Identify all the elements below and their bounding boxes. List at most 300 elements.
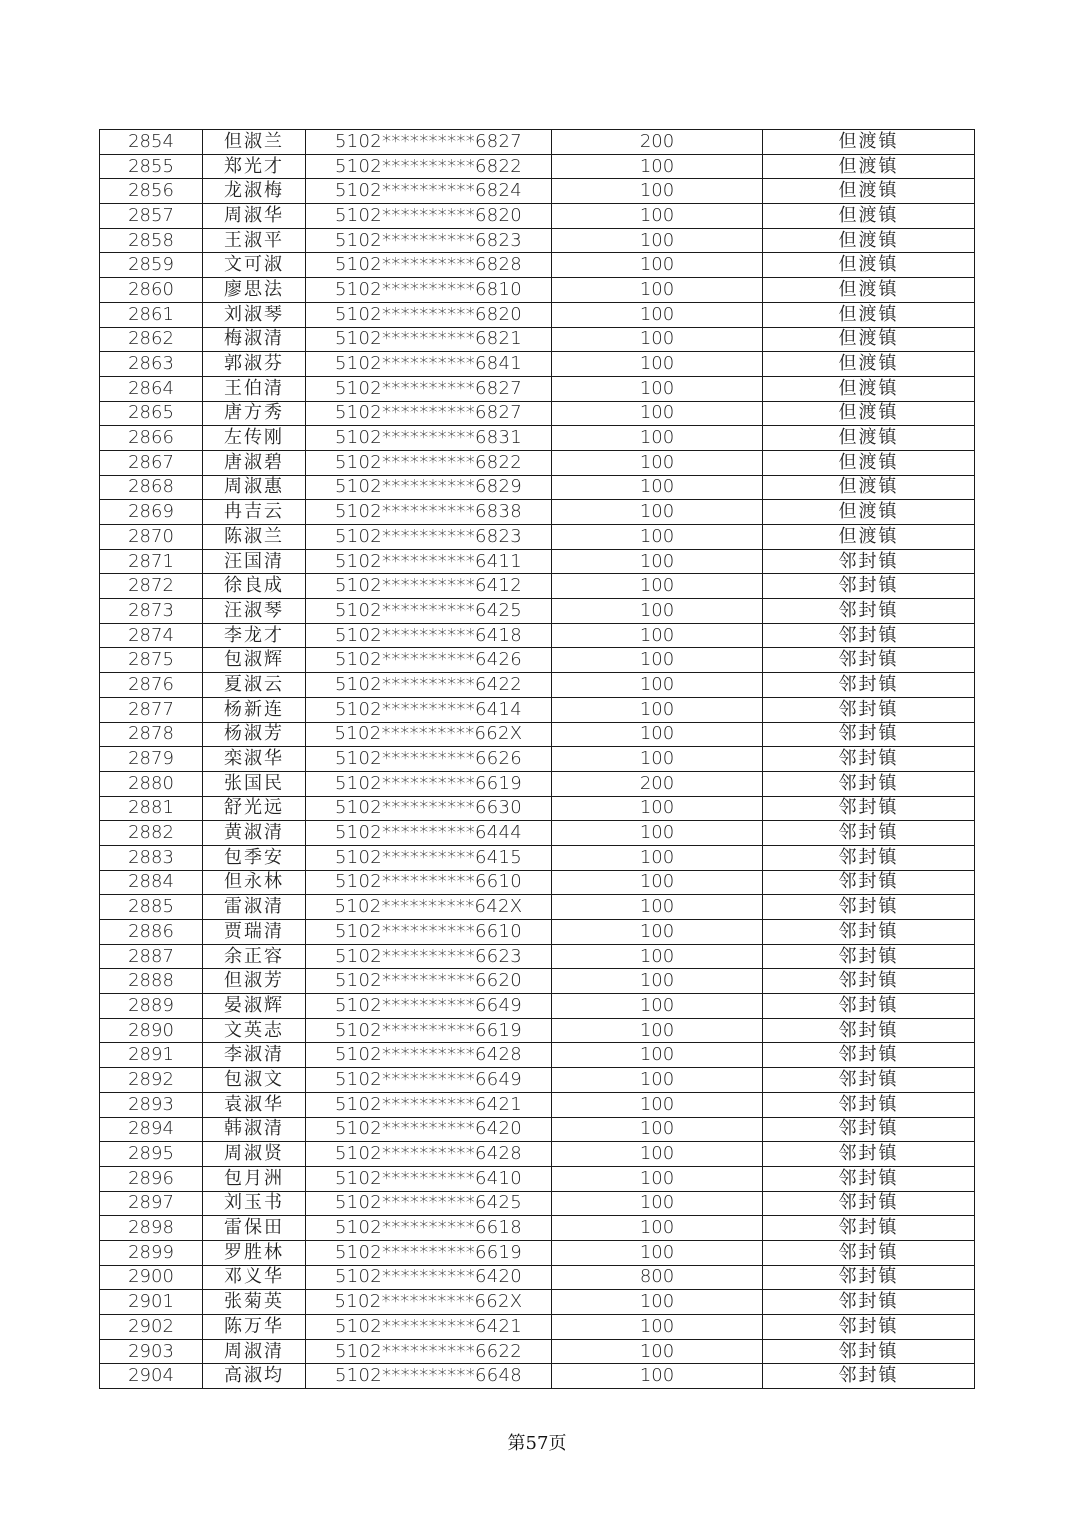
id-number-cell: 5102**********6444 <box>306 821 552 846</box>
id-number-cell: 5102**********6838 <box>306 500 552 525</box>
amount-cell: 100 <box>552 1092 763 1117</box>
person-name-cell: 文可淑 <box>203 253 306 278</box>
town-name-cell: 但渡镇 <box>763 525 975 550</box>
table-row <box>100 1339 975 1364</box>
town-name-cell: 但渡镇 <box>763 179 975 204</box>
row-number-cell: 2902 <box>100 1315 203 1340</box>
amount-cell: 800 <box>552 1265 763 1290</box>
person-name-cell: 邓义华 <box>203 1265 306 1290</box>
table-row <box>100 253 975 278</box>
town-name-cell: 邻封镇 <box>763 1142 975 1167</box>
id-number-cell: 5102**********6623 <box>306 944 552 969</box>
person-name-cell: 夏淑云 <box>203 673 306 698</box>
amount-cell: 100 <box>552 1339 763 1364</box>
person-name-cell: 汪国清 <box>203 549 306 574</box>
row-number-cell: 2869 <box>100 500 203 525</box>
town-name-cell: 邻封镇 <box>763 1117 975 1142</box>
row-number-cell: 2859 <box>100 253 203 278</box>
town-name-cell: 但渡镇 <box>763 500 975 525</box>
table-row <box>100 1265 975 1290</box>
id-number-cell: 5102**********6831 <box>306 426 552 451</box>
person-name-cell: 王伯清 <box>203 376 306 401</box>
amount-cell: 100 <box>552 278 763 303</box>
person-name-cell: 廖思法 <box>203 278 306 303</box>
id-number-cell: 5102**********6425 <box>306 1191 552 1216</box>
id-number-cell: 5102**********6649 <box>306 1068 552 1093</box>
person-name-cell: 唐方秀 <box>203 401 306 426</box>
town-name-cell: 邻封镇 <box>763 1216 975 1241</box>
id-number-cell: 5102**********6829 <box>306 475 552 500</box>
row-number-cell: 2863 <box>100 352 203 377</box>
person-name-cell: 龙淑梅 <box>203 179 306 204</box>
amount-cell: 100 <box>552 352 763 377</box>
row-number-cell: 2880 <box>100 771 203 796</box>
row-number-cell: 2872 <box>100 574 203 599</box>
table-row <box>100 870 975 895</box>
table-row <box>100 450 975 475</box>
person-name-cell: 雷淑清 <box>203 895 306 920</box>
table-row <box>100 920 975 945</box>
amount-cell: 100 <box>552 1216 763 1241</box>
town-name-cell: 但渡镇 <box>763 475 975 500</box>
row-number-cell: 2904 <box>100 1364 203 1389</box>
town-name-cell: 但渡镇 <box>763 450 975 475</box>
id-number-cell: 5102**********6412 <box>306 574 552 599</box>
id-number-cell: 5102**********6820 <box>306 204 552 229</box>
town-name-cell: 但渡镇 <box>763 154 975 179</box>
person-name-cell: 冉吉云 <box>203 500 306 525</box>
table-row <box>100 525 975 550</box>
person-name-cell: 罗胜林 <box>203 1240 306 1265</box>
id-number-cell: 5102**********6421 <box>306 1092 552 1117</box>
row-number-cell: 2888 <box>100 969 203 994</box>
row-number-cell: 2879 <box>100 747 203 772</box>
town-name-cell: 但渡镇 <box>763 376 975 401</box>
table-row <box>100 1166 975 1191</box>
amount-cell: 100 <box>552 549 763 574</box>
person-name-cell: 刘淑琴 <box>203 302 306 327</box>
town-name-cell: 邻封镇 <box>763 1043 975 1068</box>
table-row <box>100 1290 975 1315</box>
person-name-cell: 左传刚 <box>203 426 306 451</box>
row-number-cell: 2873 <box>100 599 203 624</box>
id-number-cell: 5102**********6620 <box>306 969 552 994</box>
amount-cell: 100 <box>552 154 763 179</box>
id-number-cell: 5102**********6841 <box>306 352 552 377</box>
town-name-cell: 邻封镇 <box>763 673 975 698</box>
table-row <box>100 549 975 574</box>
table-row <box>100 1364 975 1389</box>
person-name-cell: 韩淑清 <box>203 1117 306 1142</box>
id-number-cell: 5102**********6649 <box>306 994 552 1019</box>
id-number-cell: 5102**********6420 <box>306 1265 552 1290</box>
town-name-cell: 邻封镇 <box>763 994 975 1019</box>
table-row <box>100 376 975 401</box>
row-number-cell: 2861 <box>100 302 203 327</box>
town-name-cell: 邻封镇 <box>763 574 975 599</box>
amount-cell: 100 <box>552 1142 763 1167</box>
table-row <box>100 130 975 155</box>
person-name-cell: 贾瑞清 <box>203 920 306 945</box>
table-row <box>100 648 975 673</box>
amount-cell: 100 <box>552 870 763 895</box>
town-name-cell: 邻封镇 <box>763 1166 975 1191</box>
id-number-cell: 5102**********6420 <box>306 1117 552 1142</box>
id-number-cell: 5102**********662X <box>306 722 552 747</box>
amount-cell: 100 <box>552 1191 763 1216</box>
amount-cell: 100 <box>552 673 763 698</box>
amount-cell: 100 <box>552 525 763 550</box>
amount-cell: 100 <box>552 1290 763 1315</box>
person-name-cell: 周淑贤 <box>203 1142 306 1167</box>
amount-cell: 100 <box>552 994 763 1019</box>
row-number-cell: 2857 <box>100 204 203 229</box>
row-number-cell: 2889 <box>100 994 203 1019</box>
town-name-cell: 邻封镇 <box>763 1315 975 1340</box>
table-row <box>100 895 975 920</box>
id-number-cell: 5102**********6626 <box>306 747 552 772</box>
amount-cell: 100 <box>552 1043 763 1068</box>
id-number-cell: 5102**********6619 <box>306 1018 552 1043</box>
id-number-cell: 5102**********662X <box>306 1290 552 1315</box>
row-number-cell: 2883 <box>100 845 203 870</box>
town-name-cell: 邻封镇 <box>763 1364 975 1389</box>
table-row <box>100 179 975 204</box>
id-number-cell: 5102**********6820 <box>306 302 552 327</box>
person-name-cell: 周淑惠 <box>203 475 306 500</box>
row-number-cell: 2899 <box>100 1240 203 1265</box>
town-name-cell: 但渡镇 <box>763 352 975 377</box>
id-number-cell: 5102**********6622 <box>306 1339 552 1364</box>
person-name-cell: 包淑文 <box>203 1068 306 1093</box>
table-row <box>100 352 975 377</box>
table-row <box>100 697 975 722</box>
amount-cell: 100 <box>552 1166 763 1191</box>
amount-cell: 100 <box>552 845 763 870</box>
table-row <box>100 1117 975 1142</box>
town-name-cell: 邻封镇 <box>763 920 975 945</box>
id-number-cell: 5102**********6418 <box>306 623 552 648</box>
town-name-cell: 邻封镇 <box>763 796 975 821</box>
row-number-cell: 2858 <box>100 228 203 253</box>
row-number-cell: 2877 <box>100 697 203 722</box>
row-number-cell: 2898 <box>100 1216 203 1241</box>
row-number-cell: 2860 <box>100 278 203 303</box>
table-row <box>100 1216 975 1241</box>
id-number-cell: 5102**********6610 <box>306 870 552 895</box>
row-number-cell: 2870 <box>100 525 203 550</box>
person-name-cell: 郑光才 <box>203 154 306 179</box>
town-name-cell: 邻封镇 <box>763 1290 975 1315</box>
amount-cell: 100 <box>552 253 763 278</box>
person-name-cell: 但淑芳 <box>203 969 306 994</box>
person-name-cell: 唐淑碧 <box>203 450 306 475</box>
row-number-cell: 2862 <box>100 327 203 352</box>
town-name-cell: 邻封镇 <box>763 722 975 747</box>
amount-cell: 100 <box>552 623 763 648</box>
row-number-cell: 2864 <box>100 376 203 401</box>
row-number-cell: 2886 <box>100 920 203 945</box>
town-name-cell: 邻封镇 <box>763 870 975 895</box>
id-number-cell: 5102**********6648 <box>306 1364 552 1389</box>
row-number-cell: 2896 <box>100 1166 203 1191</box>
person-name-cell: 李淑清 <box>203 1043 306 1068</box>
row-number-cell: 2868 <box>100 475 203 500</box>
table-row <box>100 673 975 698</box>
town-name-cell: 邻封镇 <box>763 821 975 846</box>
id-number-cell: 5102**********6619 <box>306 771 552 796</box>
id-number-cell: 5102**********6426 <box>306 648 552 673</box>
row-number-cell: 2875 <box>100 648 203 673</box>
row-number-cell: 2866 <box>100 426 203 451</box>
table-row <box>100 994 975 1019</box>
person-name-cell: 舒光远 <box>203 796 306 821</box>
amount-cell: 100 <box>552 722 763 747</box>
amount-cell: 100 <box>552 697 763 722</box>
id-number-cell: 5102**********6425 <box>306 599 552 624</box>
amount-cell: 100 <box>552 450 763 475</box>
person-name-cell: 李龙才 <box>203 623 306 648</box>
town-name-cell: 邻封镇 <box>763 623 975 648</box>
person-name-cell: 刘玉书 <box>203 1191 306 1216</box>
person-name-cell: 杨新连 <box>203 697 306 722</box>
table-row <box>100 845 975 870</box>
row-number-cell: 2871 <box>100 549 203 574</box>
id-number-cell: 5102**********6828 <box>306 253 552 278</box>
id-number-cell: 5102**********6823 <box>306 525 552 550</box>
table-row <box>100 969 975 994</box>
table-row <box>100 574 975 599</box>
town-name-cell: 邻封镇 <box>763 1265 975 1290</box>
town-name-cell: 但渡镇 <box>763 401 975 426</box>
amount-cell: 100 <box>552 574 763 599</box>
table-row <box>100 475 975 500</box>
row-number-cell: 2901 <box>100 1290 203 1315</box>
town-name-cell: 邻封镇 <box>763 969 975 994</box>
amount-cell: 200 <box>552 771 763 796</box>
amount-cell: 100 <box>552 302 763 327</box>
id-number-cell: 5102**********6610 <box>306 920 552 945</box>
person-name-cell: 包淑辉 <box>203 648 306 673</box>
town-name-cell: 但渡镇 <box>763 426 975 451</box>
town-name-cell: 邻封镇 <box>763 771 975 796</box>
id-number-cell: 5102**********6428 <box>306 1043 552 1068</box>
row-number-cell: 2878 <box>100 722 203 747</box>
table-row <box>100 944 975 969</box>
amount-cell: 100 <box>552 1315 763 1340</box>
id-number-cell: 5102**********6824 <box>306 179 552 204</box>
row-number-cell: 2892 <box>100 1068 203 1093</box>
person-name-cell: 徐良成 <box>203 574 306 599</box>
person-name-cell: 张菊英 <box>203 1290 306 1315</box>
table-row <box>100 771 975 796</box>
person-name-cell: 汪淑琴 <box>203 599 306 624</box>
town-name-cell: 但渡镇 <box>763 327 975 352</box>
person-name-cell: 黄淑清 <box>203 821 306 846</box>
person-name-cell: 杨淑芳 <box>203 722 306 747</box>
town-name-cell: 但渡镇 <box>763 253 975 278</box>
town-name-cell: 邻封镇 <box>763 895 975 920</box>
table-row <box>100 623 975 648</box>
id-number-cell: 5102**********642X <box>306 895 552 920</box>
town-name-cell: 邻封镇 <box>763 1068 975 1093</box>
table-row <box>100 722 975 747</box>
table-row <box>100 1142 975 1167</box>
row-number-cell: 2890 <box>100 1018 203 1043</box>
amount-cell: 100 <box>552 426 763 451</box>
person-name-cell: 陈万华 <box>203 1315 306 1340</box>
person-name-cell: 栾淑华 <box>203 747 306 772</box>
row-number-cell: 2893 <box>100 1092 203 1117</box>
person-name-cell: 王淑平 <box>203 228 306 253</box>
table-row <box>100 821 975 846</box>
person-name-cell: 袁淑华 <box>203 1092 306 1117</box>
row-number-cell: 2881 <box>100 796 203 821</box>
town-name-cell: 邻封镇 <box>763 747 975 772</box>
table-row <box>100 426 975 451</box>
amount-cell: 100 <box>552 821 763 846</box>
person-name-cell: 余正容 <box>203 944 306 969</box>
person-name-cell: 包月洲 <box>203 1166 306 1191</box>
table-row <box>100 302 975 327</box>
table-row <box>100 1240 975 1265</box>
row-number-cell: 2856 <box>100 179 203 204</box>
table-row <box>100 500 975 525</box>
id-number-cell: 5102**********6428 <box>306 1142 552 1167</box>
town-name-cell: 但渡镇 <box>763 228 975 253</box>
town-name-cell: 邻封镇 <box>763 1240 975 1265</box>
row-number-cell: 2895 <box>100 1142 203 1167</box>
amount-cell: 100 <box>552 401 763 426</box>
table-row <box>100 1092 975 1117</box>
row-number-cell: 2867 <box>100 450 203 475</box>
row-number-cell: 2884 <box>100 870 203 895</box>
table-row <box>100 747 975 772</box>
id-number-cell: 5102**********6827 <box>306 401 552 426</box>
table-row <box>100 204 975 229</box>
id-number-cell: 5102**********6618 <box>306 1216 552 1241</box>
id-number-cell: 5102**********6822 <box>306 154 552 179</box>
person-name-cell: 文英志 <box>203 1018 306 1043</box>
table-row <box>100 1191 975 1216</box>
table-row <box>100 401 975 426</box>
amount-cell: 100 <box>552 327 763 352</box>
person-name-cell: 但淑兰 <box>203 130 306 155</box>
person-name-cell: 但永林 <box>203 870 306 895</box>
town-name-cell: 但渡镇 <box>763 204 975 229</box>
row-number-cell: 2854 <box>100 130 203 155</box>
id-number-cell: 5102**********6822 <box>306 450 552 475</box>
id-number-cell: 5102**********6823 <box>306 228 552 253</box>
person-name-cell: 周淑清 <box>203 1339 306 1364</box>
town-name-cell: 邻封镇 <box>763 1191 975 1216</box>
town-name-cell: 邻封镇 <box>763 1018 975 1043</box>
amount-cell: 100 <box>552 228 763 253</box>
amount-cell: 100 <box>552 376 763 401</box>
person-name-cell: 张国民 <box>203 771 306 796</box>
person-name-cell: 郭淑芬 <box>203 352 306 377</box>
town-name-cell: 邻封镇 <box>763 845 975 870</box>
town-name-cell: 邻封镇 <box>763 697 975 722</box>
row-number-cell: 2891 <box>100 1043 203 1068</box>
town-name-cell: 邻封镇 <box>763 1092 975 1117</box>
id-number-cell: 5102**********6414 <box>306 697 552 722</box>
table-row <box>100 796 975 821</box>
row-number-cell: 2894 <box>100 1117 203 1142</box>
row-number-cell: 2897 <box>100 1191 203 1216</box>
amount-cell: 100 <box>552 796 763 821</box>
town-name-cell: 但渡镇 <box>763 302 975 327</box>
row-number-cell: 2865 <box>100 401 203 426</box>
amount-cell: 100 <box>552 204 763 229</box>
page-number: 第57页 <box>507 1433 567 1454</box>
id-number-cell: 5102**********6421 <box>306 1315 552 1340</box>
person-name-cell: 陈淑兰 <box>203 525 306 550</box>
row-number-cell: 2855 <box>100 154 203 179</box>
id-number-cell: 5102**********6827 <box>306 376 552 401</box>
id-number-cell: 5102**********6827 <box>306 130 552 155</box>
row-number-cell: 2885 <box>100 895 203 920</box>
table-row <box>100 1068 975 1093</box>
row-number-cell: 2900 <box>100 1265 203 1290</box>
table-row <box>100 1315 975 1340</box>
amount-cell: 100 <box>552 895 763 920</box>
person-name-cell: 高淑均 <box>203 1364 306 1389</box>
town-name-cell: 邻封镇 <box>763 944 975 969</box>
row-number-cell: 2887 <box>100 944 203 969</box>
amount-cell: 100 <box>552 1240 763 1265</box>
person-name-cell: 雷保田 <box>203 1216 306 1241</box>
table-row <box>100 154 975 179</box>
town-name-cell: 邻封镇 <box>763 599 975 624</box>
person-name-cell: 包季安 <box>203 845 306 870</box>
amount-cell: 100 <box>552 1364 763 1389</box>
row-number-cell: 2874 <box>100 623 203 648</box>
person-name-cell: 晏淑辉 <box>203 994 306 1019</box>
id-number-cell: 5102**********6422 <box>306 673 552 698</box>
amount-cell: 100 <box>552 1068 763 1093</box>
town-name-cell: 但渡镇 <box>763 278 975 303</box>
amount-cell: 100 <box>552 920 763 945</box>
row-number-cell: 2903 <box>100 1339 203 1364</box>
id-number-cell: 5102**********6821 <box>306 327 552 352</box>
amount-cell: 100 <box>552 475 763 500</box>
person-name-cell: 梅淑清 <box>203 327 306 352</box>
roster-table-body <box>100 130 975 1389</box>
row-number-cell: 2876 <box>100 673 203 698</box>
town-name-cell: 邻封镇 <box>763 1339 975 1364</box>
id-number-cell: 5102**********6810 <box>306 278 552 303</box>
id-number-cell: 5102**********6410 <box>306 1166 552 1191</box>
amount-cell: 100 <box>552 648 763 673</box>
table-row <box>100 1018 975 1043</box>
amount-cell: 100 <box>552 1117 763 1142</box>
table-row <box>100 228 975 253</box>
row-number-cell: 2882 <box>100 821 203 846</box>
id-number-cell: 5102**********6411 <box>306 549 552 574</box>
person-name-cell: 周淑华 <box>203 204 306 229</box>
amount-cell: 100 <box>552 599 763 624</box>
amount-cell: 100 <box>552 179 763 204</box>
amount-cell: 100 <box>552 944 763 969</box>
id-number-cell: 5102**********6415 <box>306 845 552 870</box>
amount-cell: 100 <box>552 1018 763 1043</box>
roster-table <box>99 129 975 1389</box>
town-name-cell: 邻封镇 <box>763 549 975 574</box>
town-name-cell: 但渡镇 <box>763 130 975 155</box>
table-row <box>100 327 975 352</box>
town-name-cell: 邻封镇 <box>763 648 975 673</box>
